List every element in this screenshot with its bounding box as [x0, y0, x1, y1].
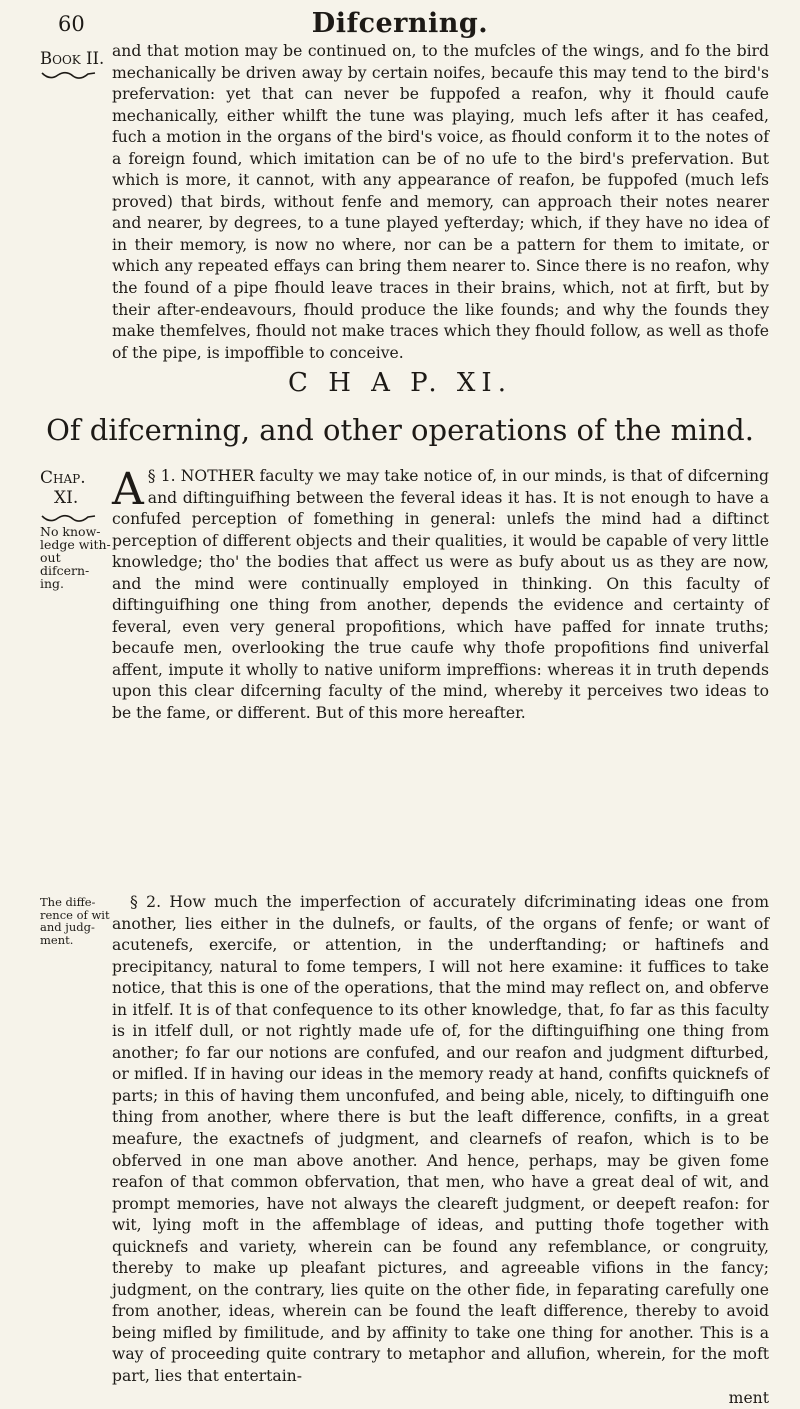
- margin-note-no-knowledge: No know-ledge with-out difcern-ing.: [40, 524, 111, 591]
- section-2-paragraph: [112, 892, 769, 1388]
- section-2-block: [112, 892, 769, 1409]
- page-number: 60: [58, 12, 85, 36]
- chapter-heading: Of difcerning, and other operations of the mind.: [46, 413, 754, 447]
- section-2-text: How much the imperfection of accurately difcriminating ideas one from another, lies either in the dulnefs, or faults, of the organs of fenfe; or want of acutenefs, exercife, or attention, in the underftanding; or haftinefs and precipitancy, natural to fome tempers, I will not here examine: it fuffices to take notice, that this is one of the operations, that the mind may reflect on, and obferve in itfelf. It is of that confequence to its other knowledge, that, fo far as this faculty is in itfelf dull, or not rightly made ufe of, for the diftinguifhing one thing from another; fo far our notions are confufed, and our reafon and judgment difturbed, or mifled. If in having our ideas in the memory ready at hand, confifts quicknefs of parts; in this of having them unconfufed, and being able, nicely, to diftinguifh one thing from another, where there is but the leaft difference, confifts, in a great meafure, the exactnefs of judgment, and clearnefs of reafon, which is to be obferved in one man above another. And hence, perhaps, may be given fome reafon of that common obfervation, that men, who have a great deal of wit, and prompt memories, have not always the cleareft judgment, or deepeft reafon: for wit, lying moft in the affemblage of ideas, and putting thofe together with quicknefs and variety, wherein can be found any refemblance, or congruity, thereby to make up pleafant pictures, and agreeable vifions in the fancy; judgment, on the contrary, lies quite on the other fide, in feparating carefully one from another, ideas, wherein can be found the leaft difference, thereby to avoid being mifled by fimilitude, and by affinity to take one thing for another. This is a way of proceeding quite contrary to metaphor and allufion, wherein, for the moft part, lies that entertain-: [112, 893, 769, 1386]
- section-1-marker: § 1.: [147, 467, 176, 485]
- tilde-ornament-icon: [40, 513, 98, 523]
- opening-paragraph: and that motion may be continued on, to the mufcles of the wings, and fo the bird mechanically be driven away by certain noifes, becaufe this may tend to the bird's prefervation: yet that can never be fuppofed a reafon, why it fhould caufe mechanically, either whilft the tune was playing, much lefs after it has ceafed, fuch a motion in the organs of the bird's voice, as fhould conform it to the notes of a foreign found, which imitation can be of no ufe to the bird's prefervation. But which is more, it cannot, with any appearance of reafon, be fuppofed (much lefs proved) that birds, without fenfe and memory, can approach their notes nearer and nearer, by degrees, to a tune played yefterday; which, if they have no idea of in their memory, is now no where, nor can be a pattern for them to imitate, or which any repeated effays can bring them nearer to. Since there is no reafon, why the found of a pipe fhould leave traces in their brains, which, not at firft, but by their after-endeavours, fhould produce the like founds; and why the founds they make themfelves, fhould not make traces which they fhould follow, as well as thofe of the pipe, is impoffible to conceive.: [112, 42, 769, 362]
- catchword: ment: [728, 1388, 769, 1407]
- section-1-block: [112, 466, 769, 725]
- section-1-lead-word: NOTHER: [180, 467, 255, 485]
- drop-capital: A: [112, 464, 144, 515]
- opening-text-block: [112, 41, 769, 364]
- book-marker: Book II.: [40, 49, 105, 68]
- section-2-marker: § 2.: [130, 893, 162, 911]
- section-1-paragraph: [112, 466, 769, 725]
- chapter-margin-label: [40, 468, 112, 508]
- running-title: Difcerning.: [311, 8, 489, 39]
- tilde-ornament-icon: [40, 70, 98, 80]
- section-1-text: faculty we may take notice of, in our minds, is that of difcerning and diftinguifhing between the feveral ideas it has. It is not enough to have a confufed perception of fomething in general: unlefs the mind had a diftinct perception of different objects and their qualities, it would be capable of very little knowledge; tho' the bodies that affect us were as bufy about us as they are now, and the mind were continually employed in thinking. On this faculty of diftinguifhing one thing from another, depends the evidence and certainty of feveral, even very general propofitions, which have paffed for innate truths; becaufe men, overlooking the true caufe why thofe propofitions find univerfal affent, impute it wholly to native uniform impreffions: whereas it in truth depends upon this clear difcerning faculty of the mind, whereby it perceives two ideas to be the fame, or different. But of this more hereafter.: [112, 467, 769, 723]
- chapter-title: C H A P. XI.: [288, 368, 512, 398]
- margin-note-wit-judgment: The diffe-rence of wit and judg-ment.: [40, 895, 110, 947]
- chapter-margin-word: Chap.: [40, 468, 86, 488]
- chapter-margin-number: XI.: [54, 488, 79, 508]
